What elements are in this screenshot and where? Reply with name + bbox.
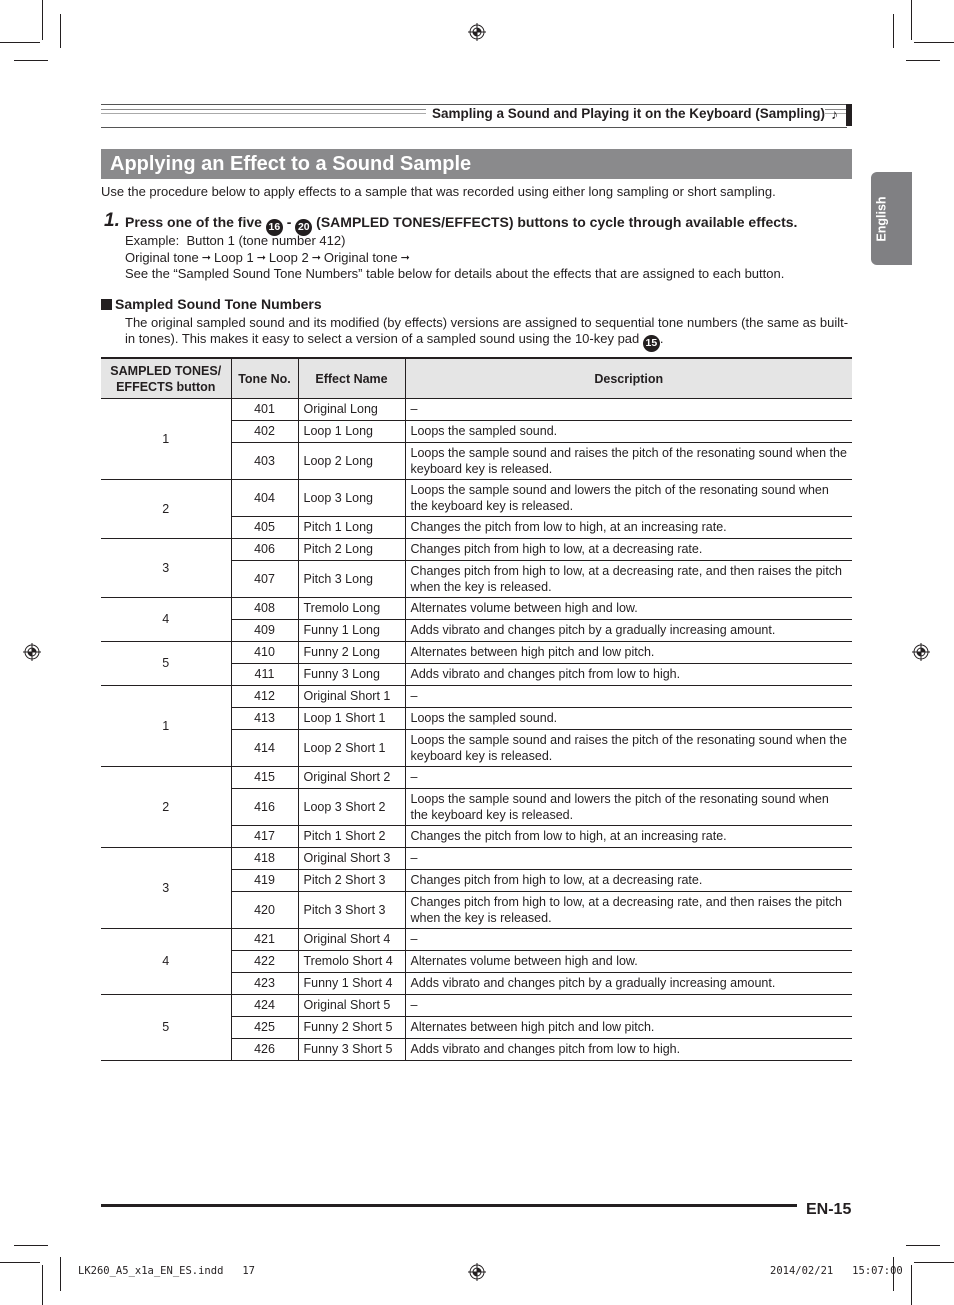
- crop-mark: [911, 1265, 912, 1305]
- tone-cell: 425: [231, 1017, 298, 1039]
- crop-mark: [906, 1245, 940, 1246]
- effect-cell: Loop 1 Short 1: [298, 708, 405, 730]
- page-number: EN-15: [806, 1201, 852, 1218]
- registration-mark-icon: [468, 1263, 486, 1281]
- description-cell: Changes pitch from high to low, at a decreasing rate, and then raises the pitch when the key is released.: [405, 561, 852, 598]
- table-row: [101, 686, 852, 708]
- tone-cell: 423: [231, 973, 298, 995]
- crop-mark: [60, 14, 61, 48]
- example-label: Example:: [125, 233, 180, 248]
- effect-cell: Tremolo Long: [298, 598, 405, 620]
- tone-cell: 401: [231, 399, 298, 421]
- description-cell: Changes pitch from high to low, at a decreasing rate, and then raises the pitch when the key is released.: [405, 892, 852, 929]
- arrow-right-icon: ➞: [400, 252, 410, 264]
- slug-datetime: 2014/02/21 15:07:00: [770, 1265, 903, 1277]
- tone-cell: 404: [231, 480, 298, 517]
- crop-mark: [0, 42, 40, 43]
- button-15-icon: 15: [643, 335, 660, 352]
- effect-cell: Original Short 1: [298, 686, 405, 708]
- crop-mark: [42, 0, 43, 40]
- button-cell: 3: [101, 848, 231, 929]
- table-row: [101, 995, 852, 1017]
- tone-cell: 402: [231, 421, 298, 443]
- description-cell: Adds vibrato and changes pitch from low to high.: [405, 664, 852, 686]
- language-tab-label: English: [875, 195, 889, 242]
- description-cell: Loops the sample sound and raises the pitch of the resonating sound when the keyboard key is released.: [405, 443, 852, 480]
- table-header-row: [101, 358, 852, 399]
- description-cell: Loops the sample sound and lowers the pitch of the resonating sound when the keyboard key is released.: [405, 789, 852, 826]
- crop-mark: [906, 60, 940, 61]
- slug-filename: LK260_A5_x1a_EN_ES.indd 17: [78, 1265, 256, 1277]
- tone-cell: 424: [231, 995, 298, 1017]
- tone-cell: 420: [231, 892, 298, 929]
- tone-cell: 412: [231, 686, 298, 708]
- subsection-paragraph-text: The original sampled sound and its modified (by effects) versions are assigned to sequential tone numbers (the same as built-in tones). This makes it easy to select a version of a sampled sound using the 10-key pad: [125, 315, 849, 346]
- tone-number-table: [101, 357, 852, 1061]
- effect-cell: Funny 3 Short 5: [298, 1039, 405, 1061]
- example-line: [125, 233, 345, 249]
- effect-cell: Original Short 2: [298, 767, 405, 789]
- tone-cell: 418: [231, 848, 298, 870]
- description-cell: –: [405, 399, 852, 421]
- table-row: [101, 929, 852, 951]
- cycle-step: Loop 1: [213, 250, 254, 265]
- effect-cell: Funny 2 Short 5: [298, 1017, 405, 1039]
- tone-cell: 408: [231, 598, 298, 620]
- table-row: [101, 539, 852, 561]
- crop-mark: [60, 1257, 61, 1291]
- crop-mark: [14, 60, 48, 61]
- table-row: [101, 767, 852, 789]
- tone-cell: 417: [231, 826, 298, 848]
- tone-cell: 426: [231, 1039, 298, 1061]
- cycle-step: Loop 2: [268, 250, 309, 265]
- subsection-paragraph-end: .: [659, 331, 664, 346]
- description-cell: –: [405, 929, 852, 951]
- section-title: Applying an Effect to a Sound Sample: [110, 153, 472, 175]
- effect-cell: Original Long: [298, 399, 405, 421]
- table-row: [101, 480, 852, 517]
- step-heading-dash: -: [286, 214, 292, 230]
- effect-cell: Funny 1 Short 4: [298, 973, 405, 995]
- step-heading-text-a: Press one of the five: [125, 214, 262, 230]
- description-cell: Adds vibrato and changes pitch by a gradually increasing amount.: [405, 620, 852, 642]
- description-cell: Loops the sample sound and lowers the pitch of the resonating sound when the keyboard key is released.: [405, 480, 852, 517]
- description-cell: Adds vibrato and changes pitch from low to high.: [405, 1039, 852, 1061]
- effect-cell: Pitch 3 Long: [298, 561, 405, 598]
- registration-mark-icon: [468, 23, 486, 41]
- crop-mark: [0, 1262, 40, 1263]
- effect-cell: Original Short 5: [298, 995, 405, 1017]
- button-cell: 5: [101, 642, 231, 686]
- table-row: [101, 642, 852, 664]
- description-cell: –: [405, 995, 852, 1017]
- column-header: Description: [405, 358, 852, 399]
- button-cell: 4: [101, 598, 231, 642]
- effect-cell: Original Short 4: [298, 929, 405, 951]
- description-cell: Alternates between high pitch and low pitch.: [405, 1017, 852, 1039]
- registration-mark-icon: [23, 643, 41, 661]
- column-header: Tone No.: [231, 358, 298, 399]
- language-tab-label-wrap: [871, 172, 893, 265]
- cycle-step: Original tone: [323, 250, 398, 265]
- effect-cell: Loop 3 Short 2: [298, 789, 405, 826]
- tone-cell: 421: [231, 929, 298, 951]
- description-cell: Alternates volume between high and low.: [405, 951, 852, 973]
- tone-cell: 405: [231, 517, 298, 539]
- column-header: Effect Name: [298, 358, 405, 399]
- effect-cell: Loop 2 Long: [298, 443, 405, 480]
- crop-mark: [911, 0, 912, 40]
- description-cell: Loops the sampled sound.: [405, 421, 852, 443]
- crop-mark: [14, 1245, 48, 1246]
- cycle-step: Original tone: [125, 250, 199, 265]
- effect-cell: Pitch 3 Short 3: [298, 892, 405, 929]
- step-number: 1.: [104, 210, 120, 231]
- description-cell: –: [405, 767, 852, 789]
- step-heading-text-b: (SAMPLED TONES/EFFECTS) buttons to cycle through available effects.: [316, 214, 798, 230]
- tone-cell: 410: [231, 642, 298, 664]
- running-header-tab: [846, 104, 852, 126]
- description-cell: Adds vibrato and changes pitch by a gradually increasing amount.: [405, 973, 852, 995]
- registration-mark-icon: [912, 643, 930, 661]
- button-cell: 4: [101, 929, 231, 995]
- effect-cell: Funny 2 Long: [298, 642, 405, 664]
- arrow-right-icon: ➞: [201, 252, 211, 264]
- table-row: [101, 598, 852, 620]
- crop-mark: [893, 14, 894, 48]
- description-cell: Loops the sampled sound.: [405, 708, 852, 730]
- tone-cell: 411: [231, 664, 298, 686]
- arrow-right-icon: ➞: [311, 252, 321, 264]
- effect-cell: Pitch 2 Long: [298, 539, 405, 561]
- tone-cell: 415: [231, 767, 298, 789]
- tone-cell: 413: [231, 708, 298, 730]
- tone-cell: 403: [231, 443, 298, 480]
- description-cell: Alternates volume between high and low.: [405, 598, 852, 620]
- description-cell: Loops the sample sound and raises the pitch of the resonating sound when the keyboard key is released.: [405, 730, 852, 767]
- description-cell: –: [405, 686, 852, 708]
- tone-cell: 422: [231, 951, 298, 973]
- button-cell: 3: [101, 539, 231, 598]
- effect-cell: Funny 3 Long: [298, 664, 405, 686]
- music-note-icon: ♪: [831, 106, 838, 122]
- column-header: SAMPLED TONES/ EFFECTS button: [101, 358, 231, 399]
- tone-cycle: [125, 250, 413, 266]
- description-cell: –: [405, 848, 852, 870]
- subsection-paragraph: [125, 315, 853, 352]
- effect-cell: Funny 1 Long: [298, 620, 405, 642]
- tone-cell: 406: [231, 539, 298, 561]
- effect-cell: Loop 2 Short 1: [298, 730, 405, 767]
- table-row: [101, 848, 852, 870]
- effect-cell: Tremolo Short 4: [298, 951, 405, 973]
- tone-cell: 409: [231, 620, 298, 642]
- section-intro: Use the procedure below to apply effects to a sample that was recorded using either long sampling or short sampling.: [101, 184, 776, 199]
- effect-cell: Loop 1 Long: [298, 421, 405, 443]
- effect-cell: Pitch 1 Short 2: [298, 826, 405, 848]
- effect-cell: Loop 3 Long: [298, 480, 405, 517]
- running-header-title: Sampling a Sound and Playing it on the Keyboard (Sampling): [426, 105, 825, 123]
- description-cell: Alternates between high pitch and low pitch.: [405, 642, 852, 664]
- tone-cell: 416: [231, 789, 298, 826]
- tone-cell: 407: [231, 561, 298, 598]
- tone-cell: 419: [231, 870, 298, 892]
- effect-cell: Original Short 3: [298, 848, 405, 870]
- subsection-title: Sampled Sound Tone Numbers: [115, 296, 322, 312]
- description-cell: Changes pitch from high to low, at a decreasing rate.: [405, 539, 852, 561]
- button-20-icon: 20: [295, 219, 312, 236]
- button-cell: 1: [101, 399, 231, 480]
- description-cell: Changes the pitch from low to high, at an increasing rate.: [405, 826, 852, 848]
- button-cell: 2: [101, 480, 231, 539]
- square-bullet-icon: [101, 299, 112, 310]
- description-cell: Changes pitch from high to low, at a decreasing rate.: [405, 870, 852, 892]
- table-row: [101, 399, 852, 421]
- button-cell: 1: [101, 686, 231, 767]
- button-cell: 2: [101, 767, 231, 848]
- button-16-icon: 16: [266, 219, 283, 236]
- see-also-note: See the “Sampled Sound Tone Numbers” table below for details about the effects that are assigned to each button.: [125, 266, 785, 281]
- footer-rule: [101, 1204, 797, 1207]
- arrow-right-icon: ➞: [256, 252, 266, 264]
- tone-cell: 414: [231, 730, 298, 767]
- button-cell: 5: [101, 995, 231, 1061]
- subsection-title-wrap: [101, 295, 322, 313]
- effect-cell: Pitch 2 Short 3: [298, 870, 405, 892]
- crop-mark: [914, 1262, 954, 1263]
- crop-mark: [42, 1265, 43, 1305]
- effect-cell: Pitch 1 Long: [298, 517, 405, 539]
- example-value: Button 1 (tone number 412): [186, 233, 346, 248]
- crop-mark: [914, 42, 954, 43]
- description-cell: Changes the pitch from low to high, at an increasing rate.: [405, 517, 852, 539]
